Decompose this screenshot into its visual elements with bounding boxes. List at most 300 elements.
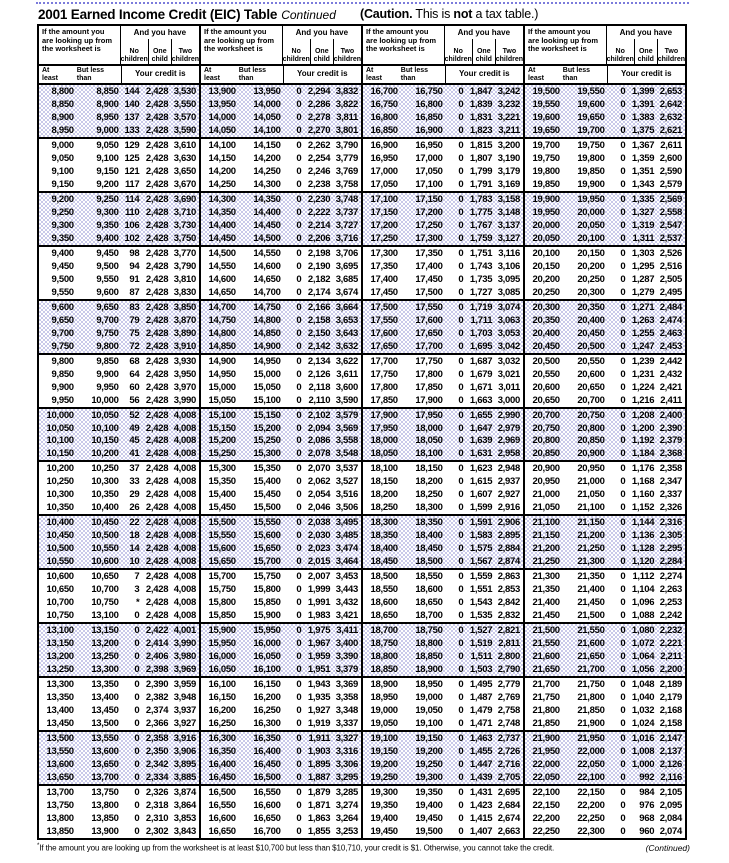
table-row <box>525 85 685 98</box>
one-child-credit-cell: 1,192 <box>631 435 655 447</box>
at-least-cell: 19,650 <box>532 124 560 136</box>
no-children-credit-cell: 22 <box>129 517 140 529</box>
table-row <box>39 542 199 555</box>
one-child-credit-cell: 2,334 <box>145 772 169 783</box>
one-child-credit-cell: 2,428 <box>145 489 169 501</box>
two-children-credit-cell: 4,008 <box>173 584 196 596</box>
no-children-credit-cell: 0 <box>620 232 626 244</box>
table-row <box>39 368 199 381</box>
one-child-credit-cell: 2,428 <box>145 368 169 380</box>
table-row <box>363 501 523 514</box>
at-least-cell: 18,500 <box>370 571 398 583</box>
no-children-credit-cell: 0 <box>620 368 626 380</box>
table-row <box>39 260 199 273</box>
two-children-credit-cell: 3,530 <box>173 85 196 97</box>
one-child-header: One child <box>148 39 172 64</box>
one-child-credit-cell: 1,679 <box>469 368 493 380</box>
no-children-credit-cell: 72 <box>129 340 140 352</box>
at-least-cell: 17,200 <box>370 219 398 231</box>
at-least-cell: 18,250 <box>370 502 398 514</box>
but-less-than-cell: 16,400 <box>253 746 281 758</box>
but-less-than-cell: 10,550 <box>91 543 119 555</box>
at-least-cell: 21,650 <box>532 664 560 676</box>
row-block <box>201 676 361 730</box>
at-least-cell: 8,800 <box>51 85 74 97</box>
amount-column-header: If the amount you are looking up from the worksheet is <box>363 26 445 64</box>
and-you-have-block <box>283 26 361 64</box>
row-block <box>201 730 361 784</box>
table-row <box>363 111 523 124</box>
table-row <box>363 394 523 407</box>
but-less-than-cell: 15,300 <box>253 448 281 460</box>
but-less-than-cell: 18,600 <box>415 584 443 596</box>
two-children-credit-cell: 2,411 <box>660 394 682 406</box>
but-less-than-cell: 10,300 <box>91 476 119 488</box>
no-children-credit-cell: 0 <box>296 825 302 837</box>
table-row <box>201 758 361 771</box>
two-children-credit-cell: 2,958 <box>497 448 520 460</box>
no-children-credit-cell: 0 <box>620 597 626 609</box>
table-row <box>201 260 361 273</box>
one-child-credit-cell: 1,671 <box>469 381 493 393</box>
at-least-cell: 19,700 <box>532 139 560 151</box>
at-least-cell: 14,300 <box>208 193 236 205</box>
but-less-than-cell: 19,300 <box>415 772 443 783</box>
no-children-credit-cell: 0 <box>134 664 140 676</box>
but-less-than-cell: 18,650 <box>415 597 443 609</box>
at-least-cell: 20,400 <box>532 327 560 339</box>
and-you-have-block <box>445 26 523 64</box>
one-child-credit-cell: 1,032 <box>631 705 655 717</box>
no-children-credit-cell: 18 <box>129 530 140 542</box>
one-child-credit-cell: 2,390 <box>145 679 169 691</box>
two-children-credit-cell: 2,263 <box>659 584 682 596</box>
two-children-credit-cell: 2,147 <box>659 733 682 745</box>
two-children-credit-cell: 3,910 <box>173 340 196 352</box>
one-child-credit-cell: 1,503 <box>469 664 493 676</box>
but-less-than-cell: 17,450 <box>415 273 443 285</box>
but-less-than-cell: 20,150 <box>577 247 605 259</box>
two-children-credit-cell: 3,885 <box>173 772 196 783</box>
one-child-credit-cell: 2,062 <box>307 476 331 488</box>
table-row <box>363 488 523 501</box>
no-children-credit-cell: 83 <box>129 301 140 313</box>
amount-column-header: If the amount you are looking up from the worksheet is <box>525 26 607 64</box>
two-children-credit-cell: 3,685 <box>335 273 358 285</box>
but-less-than-cell: 20,700 <box>577 394 605 406</box>
but-less-than-cell: 21,350 <box>577 571 605 583</box>
one-child-credit-cell: 1,991 <box>307 597 331 609</box>
but-less-than-cell: 10,100 <box>91 422 119 434</box>
two-children-credit-cell: 3,570 <box>173 111 196 123</box>
two-children-credit-cell: 3,930 <box>173 355 196 367</box>
at-least-cell: 19,400 <box>370 812 398 824</box>
row-block <box>201 568 361 622</box>
one-child-credit-cell: 1,072 <box>631 638 655 650</box>
one-child-credit-cell: 2,428 <box>145 286 169 298</box>
but-less-than-cell: 13,650 <box>91 759 119 771</box>
table-row <box>363 542 523 555</box>
at-least-cell: 14,350 <box>208 206 236 218</box>
at-least-cell: 9,650 <box>51 314 74 326</box>
at-least-cell: 21,150 <box>532 530 560 542</box>
row-block <box>39 191 199 245</box>
but-less-than-cell: 19,650 <box>577 111 605 123</box>
no-children-credit-cell: 0 <box>620 625 626 637</box>
table-row <box>525 488 685 501</box>
at-least-cell: 17,300 <box>370 247 398 259</box>
one-child-credit-cell: 1,967 <box>307 638 331 650</box>
but-less-than-cell: 17,150 <box>415 193 443 205</box>
no-children-credit-cell: 0 <box>296 355 302 367</box>
at-least-cell: 21,500 <box>532 625 560 637</box>
no-children-credit-cell: 91 <box>129 273 140 285</box>
no-children-credit-cell: 33 <box>129 476 140 488</box>
but-less-than-cell: 10,400 <box>91 502 119 514</box>
two-children-credit-cell: 3,630 <box>173 152 196 164</box>
table-row <box>201 152 361 165</box>
but-less-than-cell: 18,550 <box>415 571 443 583</box>
but-less-than-cell: 10,600 <box>91 556 119 568</box>
one-child-credit-cell: 2,428 <box>145 165 169 177</box>
two-children-credit-cell: 2,137 <box>659 746 682 758</box>
two-children-credit-cell: 2,895 <box>497 530 520 542</box>
no-children-credit-cell: 0 <box>296 759 302 771</box>
but-less-than-cell: 21,800 <box>577 692 605 704</box>
no-children-credit-cell: 0 <box>458 812 464 824</box>
but-less-than-cell: 20,300 <box>577 286 605 298</box>
one-child-credit-cell: 1,168 <box>631 476 655 488</box>
no-children-credit-cell: 0 <box>134 651 140 663</box>
one-child-credit-cell: 2,038 <box>307 517 331 529</box>
at-least-cell: 14,400 <box>208 219 236 231</box>
table-row <box>525 583 685 596</box>
but-less-than-cell: 17,100 <box>415 178 443 190</box>
table-row <box>525 704 685 717</box>
table-row <box>201 745 361 758</box>
table-row <box>201 488 361 501</box>
at-least-cell: 20,850 <box>532 448 560 460</box>
at-least-cell: 9,400 <box>51 247 74 259</box>
but-less-than-cell: 16,350 <box>253 733 281 745</box>
no-children-credit-cell: 29 <box>129 489 140 501</box>
no-children-credit-cell: 0 <box>458 178 464 190</box>
one-child-credit-cell: 2,428 <box>145 448 169 460</box>
but-less-than-cell: 10,700 <box>91 584 119 596</box>
two-children-credit-cell: 3,864 <box>173 799 196 811</box>
one-child-credit-cell: 1,096 <box>631 597 655 609</box>
row-block <box>39 784 199 838</box>
two-children-credit-cell: 3,611 <box>336 368 358 380</box>
table-row <box>39 98 199 111</box>
two-children-credit-cell: 3,495 <box>335 517 358 529</box>
at-least-cell: 13,750 <box>46 799 74 811</box>
two-children-credit-cell: 3,674 <box>335 286 358 298</box>
one-child-credit-cell: 1,303 <box>631 247 655 259</box>
one-child-credit-cell: 1,479 <box>469 705 493 717</box>
but-less-than-cell: 9,350 <box>96 219 119 231</box>
table-group-1 <box>39 26 201 838</box>
no-children-credit-cell: 0 <box>296 489 302 501</box>
but-less-than-cell: 9,800 <box>96 340 119 352</box>
table-row <box>363 516 523 529</box>
at-least-cell: 16,250 <box>208 718 236 730</box>
table-row <box>201 178 361 191</box>
no-children-credit-cell: 102 <box>124 232 140 244</box>
but-less-than-cell: 15,200 <box>253 422 281 434</box>
but-less-than-cell: 16,800 <box>415 98 443 110</box>
one-child-credit-cell: 1,208 <box>631 409 655 421</box>
but-less-than-cell: 14,800 <box>253 314 281 326</box>
table-row <box>363 704 523 717</box>
no-children-credit-cell: 0 <box>620 705 626 717</box>
no-children-credit-cell: 0 <box>296 394 302 406</box>
but-less-than-cell: 20,250 <box>577 273 605 285</box>
but-less-than-cell: 20,000 <box>577 206 605 218</box>
at-least-cell: 18,600 <box>370 597 398 609</box>
table-row <box>363 771 523 784</box>
one-child-header: One child <box>634 39 658 64</box>
title-main: 2001 Earned Income Credit (EIC) Table <box>38 7 278 22</box>
at-least-cell: 13,650 <box>46 772 74 783</box>
two-children-credit-cell: 2,821 <box>497 625 520 637</box>
table-row <box>39 193 199 206</box>
no-children-credit-cell: 0 <box>458 448 464 460</box>
table-row <box>39 111 199 124</box>
one-child-credit-cell: 1,431 <box>469 786 493 798</box>
but-less-than-cell: 8,850 <box>96 85 119 97</box>
at-least-cell: 14,700 <box>208 301 236 313</box>
one-child-credit-cell: 1,080 <box>631 625 655 637</box>
one-child-credit-cell: 1,903 <box>307 746 331 758</box>
one-child-credit-cell: 2,166 <box>307 301 331 313</box>
one-child-credit-cell: 1,535 <box>469 610 493 622</box>
table-row <box>39 745 199 758</box>
no-children-credit-cell: 0 <box>620 124 626 136</box>
two-children-credit-cell: 3,832 <box>335 85 358 97</box>
two-children-credit-cell: 2,779 <box>497 679 520 691</box>
no-children-credit-cell: 0 <box>134 812 140 824</box>
row-block <box>39 353 199 407</box>
one-child-credit-cell: 2,428 <box>145 219 169 231</box>
table-row <box>363 206 523 219</box>
at-least-cell: 16,750 <box>370 98 398 110</box>
one-child-credit-cell: 1,144 <box>631 517 655 529</box>
one-child-credit-cell: 1,583 <box>469 530 493 542</box>
one-child-credit-cell: 2,428 <box>145 597 169 609</box>
two-children-credit-cell: 2,863 <box>497 571 520 583</box>
no-children-credit-cell: 125 <box>124 152 140 164</box>
one-child-credit-cell: 2,428 <box>145 124 169 136</box>
but-less-than-cell: 9,650 <box>96 301 119 313</box>
at-least-cell: 16,950 <box>370 152 398 164</box>
at-least-cell: 13,250 <box>46 664 74 676</box>
table-row <box>525 825 685 838</box>
but-less-than-cell: 16,450 <box>253 759 281 771</box>
but-less-than-cell: 10,350 <box>91 489 119 501</box>
two-children-credit-cell: 3,758 <box>335 178 358 190</box>
at-least-cell: 18,100 <box>370 463 398 475</box>
no-children-credit-cell: 0 <box>620 193 626 205</box>
two-children-credit-cell: 2,368 <box>659 448 682 460</box>
one-child-credit-cell: 1,847 <box>469 85 493 97</box>
one-child-credit-cell: 2,094 <box>307 422 331 434</box>
two-children-credit-cell: 3,106 <box>497 260 520 272</box>
no-children-credit-cell: 14 <box>129 543 140 555</box>
no-children-credit-cell: 0 <box>620 152 626 164</box>
no-children-credit-cell: 0 <box>296 301 302 313</box>
no-children-credit-cell: 0 <box>458 139 464 151</box>
but-less-than-cell: 15,050 <box>253 381 281 393</box>
no-children-credit-cell: 0 <box>458 327 464 339</box>
table-row <box>363 368 523 381</box>
table-row <box>525 732 685 745</box>
one-child-credit-cell: 2,046 <box>307 502 331 514</box>
at-least-cell: 16,500 <box>208 786 236 798</box>
row-block <box>39 568 199 622</box>
no-children-credit-cell: 0 <box>458 232 464 244</box>
two-children-credit-cell: 2,221 <box>659 638 682 650</box>
table-body <box>525 85 685 838</box>
two-children-credit-cell: 3,537 <box>335 463 358 475</box>
table-row <box>201 609 361 622</box>
two-children-credit-cell: 3,959 <box>173 679 196 691</box>
at-least-cell: 17,150 <box>370 206 398 218</box>
two-children-credit-cell: 2,695 <box>497 786 520 798</box>
one-child-credit-cell: 1,471 <box>469 718 493 730</box>
one-child-credit-cell: 2,230 <box>307 193 331 205</box>
at-least-cell: 14,850 <box>208 340 236 352</box>
one-child-credit-cell: 1,423 <box>469 799 493 811</box>
table-row <box>39 286 199 299</box>
no-children-credit-cell: 0 <box>296 368 302 380</box>
row-block <box>363 353 523 407</box>
two-children-credit-cell: 2,505 <box>659 273 682 285</box>
no-children-credit-cell: 0 <box>620 476 626 488</box>
at-least-cell: 14,000 <box>208 111 236 123</box>
at-least-cell: 20,150 <box>532 260 560 272</box>
row-block <box>39 730 199 784</box>
row-block <box>363 137 523 191</box>
two-children-credit-cell: 3,590 <box>173 124 196 136</box>
table-row <box>525 232 685 245</box>
one-child-credit-cell: 1,927 <box>307 705 331 717</box>
no-children-credit-cell: 0 <box>296 692 302 704</box>
at-least-cell: 9,900 <box>51 381 74 393</box>
no-children-credit-cell: 0 <box>458 422 464 434</box>
two-children-credit-cell: 2,347 <box>659 476 682 488</box>
row-block <box>201 191 361 245</box>
no-children-credit-cell: 37 <box>129 463 140 475</box>
two-children-credit-cell: 2,337 <box>659 489 682 501</box>
one-child-credit-cell: 1,351 <box>631 165 655 177</box>
table-row <box>201 165 361 178</box>
at-least-cell: 13,350 <box>46 692 74 704</box>
at-least-cell: 9,450 <box>51 260 74 272</box>
no-children-credit-cell: 0 <box>458 825 464 837</box>
but-less-than-cell: 9,150 <box>96 165 119 177</box>
one-child-credit-cell: 1,040 <box>631 692 655 704</box>
two-children-credit-cell: 2,653 <box>659 85 682 97</box>
at-least-cell: 9,150 <box>51 178 74 190</box>
row-block <box>363 407 523 461</box>
one-child-credit-cell: 1,791 <box>469 178 493 190</box>
table-row <box>39 678 199 691</box>
table-row <box>363 98 523 111</box>
but-less-than-cell: 14,000 <box>253 98 281 110</box>
but-less-than-cell: 14,150 <box>253 139 281 151</box>
one-child-credit-cell: 1,935 <box>307 692 331 704</box>
row-block <box>201 137 361 191</box>
but-less-than-cell: 9,000 <box>96 124 119 136</box>
table-row <box>525 758 685 771</box>
at-least-cell: 10,600 <box>46 571 74 583</box>
table-row <box>363 435 523 448</box>
but-less-than-cell: 9,450 <box>96 247 119 259</box>
no-children-credit-cell: 0 <box>620 219 626 231</box>
table-body <box>363 85 523 838</box>
one-child-credit-cell: 1,056 <box>631 664 655 676</box>
table-row <box>201 516 361 529</box>
but-less-than-cell: 14,350 <box>253 193 281 205</box>
two-children-credit-cell: 2,526 <box>659 247 682 259</box>
one-child-credit-cell: 1,016 <box>631 733 655 745</box>
but-less-than-cell: 19,900 <box>577 178 605 190</box>
no-children-credit-cell: 0 <box>296 219 302 231</box>
no-children-credit-cell: 0 <box>620 556 626 568</box>
two-children-credit-cell: 2,179 <box>659 692 682 704</box>
table-row <box>201 529 361 542</box>
but-less-than-cell: 15,750 <box>253 571 281 583</box>
two-children-credit-cell: 3,063 <box>497 314 520 326</box>
table-row <box>363 799 523 812</box>
no-children-credit-cell: 0 <box>620 340 626 352</box>
at-least-cell: 9,250 <box>51 206 74 218</box>
two-children-header: Two children <box>657 48 685 63</box>
one-child-credit-cell: 2,428 <box>145 232 169 244</box>
two-children-credit-cell: 3,650 <box>173 165 196 177</box>
two-children-credit-cell: 2,990 <box>497 409 520 421</box>
two-children-credit-cell: 3,085 <box>497 286 520 298</box>
no-children-credit-cell: 129 <box>124 139 140 151</box>
at-least-cell: 21,950 <box>532 746 560 758</box>
but-less-than-cell: 19,950 <box>577 193 605 205</box>
one-child-credit-cell: 1,367 <box>631 139 655 151</box>
but-less-than-cell: 16,850 <box>415 111 443 123</box>
no-children-credit-cell: 0 <box>620 165 626 177</box>
table-row <box>363 758 523 771</box>
two-children-credit-cell: 2,632 <box>659 111 682 123</box>
no-children-credit-cell: 0 <box>620 422 626 434</box>
no-children-credit-cell: 64 <box>129 368 140 380</box>
but-less-than-cell: 21,750 <box>577 679 605 691</box>
one-child-credit-cell: 2,054 <box>307 489 331 501</box>
but-less-than-cell: 22,000 <box>577 746 605 758</box>
no-children-credit-cell: 0 <box>458 409 464 421</box>
table-row <box>363 301 523 314</box>
but-less-than-cell: 10,150 <box>91 435 119 447</box>
but-less-than-cell: 19,350 <box>415 786 443 798</box>
two-children-credit-cell: 2,916 <box>497 502 520 514</box>
one-child-credit-cell: 1,359 <box>631 152 655 164</box>
but-less-than-cell: 14,750 <box>253 301 281 313</box>
table-row <box>525 381 685 394</box>
row-block <box>363 730 523 784</box>
at-least-cell: 13,900 <box>208 85 236 97</box>
at-least-cell: 16,650 <box>208 825 236 837</box>
at-least-cell: 14,800 <box>208 327 236 339</box>
two-children-credit-cell: 2,126 <box>659 759 682 771</box>
